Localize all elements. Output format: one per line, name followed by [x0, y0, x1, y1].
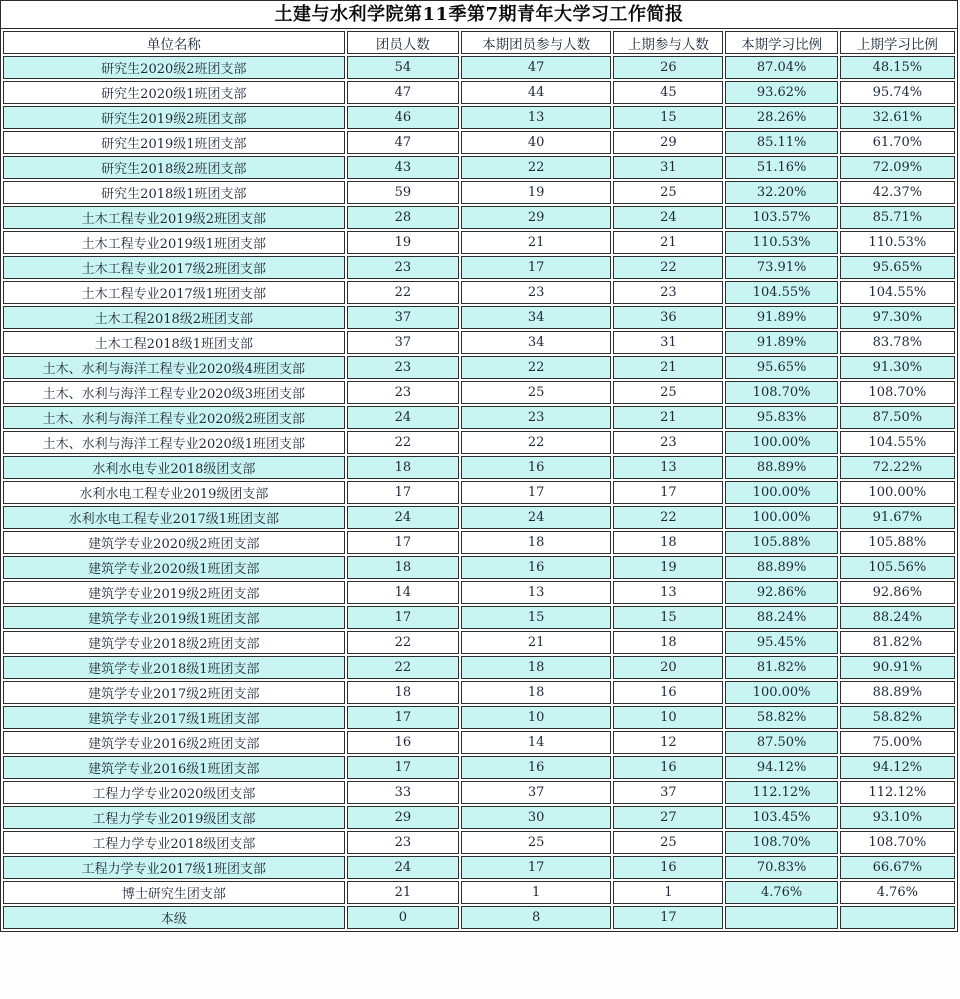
- previous-participants-cell: 22: [613, 256, 723, 279]
- member-count-cell: 14: [347, 581, 459, 604]
- previous-ratio-cell: 110.53%: [840, 231, 955, 254]
- previous-ratio-cell: 104.55%: [840, 431, 955, 454]
- previous-ratio-cell: 91.30%: [840, 356, 955, 379]
- current-ratio-cell: 104.55%: [725, 281, 837, 304]
- current-participants-cell: 1: [461, 881, 611, 904]
- previous-participants-cell: 31: [613, 331, 723, 354]
- unit-name-cell: 建筑学专业2020级1班团支部: [3, 556, 345, 579]
- previous-participants-cell: 16: [613, 856, 723, 879]
- table-row: [3, 581, 955, 604]
- unit-name-cell: 土木工程2018级2班团支部: [3, 306, 345, 329]
- current-ratio-cell: 51.16%: [725, 156, 837, 179]
- previous-participants-cell: 21: [613, 231, 723, 254]
- member-count-cell: 24: [347, 856, 459, 879]
- current-ratio-cell: 100.00%: [725, 506, 837, 529]
- table-row: [3, 406, 955, 429]
- header-current-ratio: 本期学习比例: [725, 31, 837, 54]
- current-participants-cell: 37: [461, 781, 611, 804]
- current-participants-cell: 17: [461, 256, 611, 279]
- current-ratio-cell: 88.89%: [725, 556, 837, 579]
- table-row: [3, 331, 955, 354]
- current-participants-cell: 8: [461, 906, 611, 929]
- previous-ratio-cell: 4.76%: [840, 881, 955, 904]
- current-ratio-cell: 112.12%: [725, 781, 837, 804]
- table-row: [3, 481, 955, 504]
- current-ratio-cell: 73.91%: [725, 256, 837, 279]
- previous-participants-cell: 10: [613, 706, 723, 729]
- table-row: [3, 806, 955, 829]
- current-ratio-cell: 95.83%: [725, 406, 837, 429]
- current-participants-cell: 30: [461, 806, 611, 829]
- current-ratio-cell: 100.00%: [725, 481, 837, 504]
- previous-participants-cell: 25: [613, 381, 723, 404]
- unit-name-cell: 建筑学专业2016级1班团支部: [3, 756, 345, 779]
- current-participants-cell: 10: [461, 706, 611, 729]
- current-ratio-cell: 103.45%: [725, 806, 837, 829]
- member-count-cell: 23: [347, 356, 459, 379]
- unit-name-cell: 研究生2018级1班团支部: [3, 181, 345, 204]
- current-ratio-cell: 95.65%: [725, 356, 837, 379]
- previous-participants-cell: 20: [613, 656, 723, 679]
- unit-name-cell: 工程力学专业2017级1班团支部: [3, 856, 345, 879]
- table-row: [3, 856, 955, 879]
- previous-participants-cell: 25: [613, 181, 723, 204]
- member-count-cell: 59: [347, 181, 459, 204]
- current-participants-cell: 47: [461, 56, 611, 79]
- current-participants-cell: 21: [461, 231, 611, 254]
- previous-ratio-cell: 112.12%: [840, 781, 955, 804]
- member-count-cell: 17: [347, 481, 459, 504]
- current-participants-cell: 13: [461, 581, 611, 604]
- current-participants-cell: 21: [461, 631, 611, 654]
- member-count-cell: 17: [347, 606, 459, 629]
- member-count-cell: 17: [347, 706, 459, 729]
- previous-ratio-cell: 48.15%: [840, 56, 955, 79]
- previous-participants-cell: 29: [613, 131, 723, 154]
- previous-ratio-cell: [840, 906, 955, 929]
- table-row: [3, 381, 955, 404]
- previous-ratio-cell: 104.55%: [840, 281, 955, 304]
- member-count-cell: 17: [347, 756, 459, 779]
- table-row: [3, 56, 955, 79]
- table-row: [3, 456, 955, 479]
- previous-participants-cell: 26: [613, 56, 723, 79]
- table-row: [3, 906, 955, 929]
- unit-name-cell: 建筑学专业2017级2班团支部: [3, 681, 345, 704]
- current-participants-cell: 18: [461, 531, 611, 554]
- previous-ratio-cell: 88.24%: [840, 606, 955, 629]
- member-count-cell: 29: [347, 806, 459, 829]
- unit-name-cell: 建筑学专业2020级2班团支部: [3, 531, 345, 554]
- member-count-cell: 47: [347, 131, 459, 154]
- previous-ratio-cell: 91.67%: [840, 506, 955, 529]
- member-count-cell: 23: [347, 381, 459, 404]
- previous-ratio-cell: 105.56%: [840, 556, 955, 579]
- current-participants-cell: 16: [461, 456, 611, 479]
- current-ratio-cell: 58.82%: [725, 706, 837, 729]
- current-ratio-cell: 108.70%: [725, 381, 837, 404]
- previous-ratio-cell: 72.09%: [840, 156, 955, 179]
- unit-name-cell: 水利水电工程专业2019级团支部: [3, 481, 345, 504]
- unit-name-cell: 建筑学专业2016级2班团支部: [3, 731, 345, 754]
- member-count-cell: 23: [347, 831, 459, 854]
- member-count-cell: 24: [347, 406, 459, 429]
- current-ratio-cell: 87.50%: [725, 731, 837, 754]
- table-row: [3, 506, 955, 529]
- table-row: [3, 81, 955, 104]
- current-participants-cell: 18: [461, 681, 611, 704]
- previous-ratio-cell: 88.89%: [840, 681, 955, 704]
- current-ratio-cell: 92.86%: [725, 581, 837, 604]
- table-row: [3, 356, 955, 379]
- previous-ratio-cell: 42.37%: [840, 181, 955, 204]
- unit-name-cell: 建筑学专业2019级2班团支部: [3, 581, 345, 604]
- previous-participants-cell: 16: [613, 756, 723, 779]
- member-count-cell: 22: [347, 281, 459, 304]
- current-ratio-cell: 108.70%: [725, 831, 837, 854]
- previous-participants-cell: 12: [613, 731, 723, 754]
- current-ratio-cell: 85.11%: [725, 131, 837, 154]
- previous-participants-cell: 13: [613, 581, 723, 604]
- unit-name-cell: 研究生2018级2班团支部: [3, 156, 345, 179]
- previous-participants-cell: 27: [613, 806, 723, 829]
- current-ratio-cell: 28.26%: [725, 106, 837, 129]
- current-ratio-cell: 81.82%: [725, 656, 837, 679]
- current-participants-cell: 14: [461, 731, 611, 754]
- unit-name-cell: 土木工程专业2017级1班团支部: [3, 281, 345, 304]
- table-row: [3, 206, 955, 229]
- current-ratio-cell: 70.83%: [725, 856, 837, 879]
- current-participants-cell: 13: [461, 106, 611, 129]
- member-count-cell: 46: [347, 106, 459, 129]
- member-count-cell: 16: [347, 731, 459, 754]
- previous-ratio-cell: 32.61%: [840, 106, 955, 129]
- unit-name-cell: 建筑学专业2018级1班团支部: [3, 656, 345, 679]
- unit-name-cell: 建筑学专业2017级1班团支部: [3, 706, 345, 729]
- previous-ratio-cell: 87.50%: [840, 406, 955, 429]
- current-ratio-cell: 4.76%: [725, 881, 837, 904]
- current-ratio-cell: 32.20%: [725, 181, 837, 204]
- unit-name-cell: 研究生2020级1班团支部: [3, 81, 345, 104]
- current-participants-cell: 22: [461, 356, 611, 379]
- table-row: [3, 656, 955, 679]
- current-ratio-cell: 95.45%: [725, 631, 837, 654]
- previous-ratio-cell: 105.88%: [840, 531, 955, 554]
- previous-ratio-cell: 108.70%: [840, 381, 955, 404]
- unit-name-cell: 研究生2020级2班团支部: [3, 56, 345, 79]
- previous-participants-cell: 18: [613, 631, 723, 654]
- unit-name-cell: 土木工程专业2019级1班团支部: [3, 231, 345, 254]
- current-ratio-cell: 91.89%: [725, 331, 837, 354]
- member-count-cell: 33: [347, 781, 459, 804]
- table-row: [3, 106, 955, 129]
- table-row: [3, 781, 955, 804]
- previous-participants-cell: 15: [613, 606, 723, 629]
- previous-ratio-cell: 85.71%: [840, 206, 955, 229]
- previous-ratio-cell: 66.67%: [840, 856, 955, 879]
- unit-name-cell: 土木工程2018级1班团支部: [3, 331, 345, 354]
- table-row: [3, 531, 955, 554]
- previous-participants-cell: 19: [613, 556, 723, 579]
- table-row: [3, 831, 955, 854]
- header-member-count: 团员人数: [347, 31, 459, 54]
- table-row: [3, 881, 955, 904]
- current-participants-cell: 40: [461, 131, 611, 154]
- table-row: [3, 556, 955, 579]
- previous-participants-cell: 16: [613, 681, 723, 704]
- previous-participants-cell: 18: [613, 531, 723, 554]
- unit-name-cell: 土木工程专业2017级2班团支部: [3, 256, 345, 279]
- previous-ratio-cell: 94.12%: [840, 756, 955, 779]
- previous-participants-cell: 45: [613, 81, 723, 104]
- unit-name-cell: 研究生2019级1班团支部: [3, 131, 345, 154]
- previous-ratio-cell: 93.10%: [840, 806, 955, 829]
- table-row: [3, 131, 955, 154]
- member-count-cell: 23: [347, 256, 459, 279]
- member-count-cell: 37: [347, 306, 459, 329]
- previous-participants-cell: 24: [613, 206, 723, 229]
- current-ratio-cell: 103.57%: [725, 206, 837, 229]
- table-row: [3, 731, 955, 754]
- previous-participants-cell: 21: [613, 356, 723, 379]
- previous-participants-cell: 23: [613, 431, 723, 454]
- unit-name-cell: 土木、水利与海洋工程专业2020级3班团支部: [3, 381, 345, 404]
- member-count-cell: 54: [347, 56, 459, 79]
- current-ratio-cell: 94.12%: [725, 756, 837, 779]
- table-row: [3, 606, 955, 629]
- current-participants-cell: 19: [461, 181, 611, 204]
- unit-name-cell: 土木、水利与海洋工程专业2020级2班团支部: [3, 406, 345, 429]
- table-row: [3, 431, 955, 454]
- previous-ratio-cell: 61.70%: [840, 131, 955, 154]
- member-count-cell: 0: [347, 906, 459, 929]
- table-row: [3, 256, 955, 279]
- member-count-cell: 37: [347, 331, 459, 354]
- table-row: [3, 631, 955, 654]
- unit-name-cell: 工程力学专业2018级团支部: [3, 831, 345, 854]
- previous-participants-cell: 13: [613, 456, 723, 479]
- unit-name-cell: 水利水电专业2018级团支部: [3, 456, 345, 479]
- current-participants-cell: 16: [461, 556, 611, 579]
- table-row: [3, 231, 955, 254]
- previous-participants-cell: 17: [613, 481, 723, 504]
- previous-participants-cell: 1: [613, 881, 723, 904]
- unit-name-cell: 博士研究生团支部: [3, 881, 345, 904]
- table-row: [3, 281, 955, 304]
- previous-ratio-cell: 90.91%: [840, 656, 955, 679]
- current-ratio-cell: 88.24%: [725, 606, 837, 629]
- unit-name-cell: 工程力学专业2019级团支部: [3, 806, 345, 829]
- table-row: [3, 706, 955, 729]
- header-previous-participants: 上期参与人数: [613, 31, 723, 54]
- current-participants-cell: 44: [461, 81, 611, 104]
- member-count-cell: 18: [347, 456, 459, 479]
- current-participants-cell: 18: [461, 656, 611, 679]
- member-count-cell: 22: [347, 431, 459, 454]
- unit-name-cell: 土木、水利与海洋工程专业2020级1班团支部: [3, 431, 345, 454]
- current-ratio-cell: 100.00%: [725, 431, 837, 454]
- unit-name-cell: 土木、水利与海洋工程专业2020级4班团支部: [3, 356, 345, 379]
- unit-name-cell: 本级: [3, 906, 345, 929]
- current-participants-cell: 16: [461, 756, 611, 779]
- current-ratio-cell: 93.62%: [725, 81, 837, 104]
- current-ratio-cell: 110.53%: [725, 231, 837, 254]
- previous-participants-cell: 36: [613, 306, 723, 329]
- table-row: [3, 306, 955, 329]
- previous-participants-cell: 22: [613, 506, 723, 529]
- previous-participants-cell: 21: [613, 406, 723, 429]
- member-count-cell: 47: [347, 81, 459, 104]
- member-count-cell: 18: [347, 681, 459, 704]
- previous-ratio-cell: 95.74%: [840, 81, 955, 104]
- previous-participants-cell: 17: [613, 906, 723, 929]
- previous-participants-cell: 31: [613, 156, 723, 179]
- member-count-cell: 18: [347, 556, 459, 579]
- current-ratio-cell: 88.89%: [725, 456, 837, 479]
- report-table-body: [3, 56, 955, 929]
- previous-ratio-cell: 95.65%: [840, 256, 955, 279]
- current-participants-cell: 34: [461, 331, 611, 354]
- unit-name-cell: 土木工程专业2019级2班团支部: [3, 206, 345, 229]
- previous-ratio-cell: 100.00%: [840, 481, 955, 504]
- previous-ratio-cell: 83.78%: [840, 331, 955, 354]
- header-row: [3, 31, 955, 54]
- report-table: [1, 29, 957, 931]
- member-count-cell: 22: [347, 631, 459, 654]
- table-row: [3, 181, 955, 204]
- member-count-cell: 19: [347, 231, 459, 254]
- current-participants-cell: 22: [461, 431, 611, 454]
- current-participants-cell: 22: [461, 156, 611, 179]
- current-participants-cell: 23: [461, 406, 611, 429]
- member-count-cell: 17: [347, 531, 459, 554]
- current-participants-cell: 17: [461, 481, 611, 504]
- report-title: 土建与水利学院第11季第7期青年大学习工作简报: [1, 1, 957, 29]
- header-previous-ratio: 上期学习比例: [840, 31, 955, 54]
- previous-ratio-cell: 97.30%: [840, 306, 955, 329]
- unit-name-cell: 工程力学专业2020级团支部: [3, 781, 345, 804]
- current-participants-cell: 34: [461, 306, 611, 329]
- table-row: [3, 156, 955, 179]
- member-count-cell: 43: [347, 156, 459, 179]
- previous-ratio-cell: 75.00%: [840, 731, 955, 754]
- current-ratio-cell: 100.00%: [725, 681, 837, 704]
- member-count-cell: 22: [347, 656, 459, 679]
- table-row: [3, 756, 955, 779]
- previous-ratio-cell: 108.70%: [840, 831, 955, 854]
- current-ratio-cell: [725, 906, 837, 929]
- previous-participants-cell: 37: [613, 781, 723, 804]
- unit-name-cell: 建筑学专业2018级2班团支部: [3, 631, 345, 654]
- current-participants-cell: 25: [461, 831, 611, 854]
- current-ratio-cell: 87.04%: [725, 56, 837, 79]
- current-participants-cell: 29: [461, 206, 611, 229]
- current-participants-cell: 17: [461, 856, 611, 879]
- member-count-cell: 28: [347, 206, 459, 229]
- current-participants-cell: 24: [461, 506, 611, 529]
- current-participants-cell: 23: [461, 281, 611, 304]
- header-unit-name: 单位名称: [3, 31, 345, 54]
- previous-ratio-cell: 92.86%: [840, 581, 955, 604]
- member-count-cell: 24: [347, 506, 459, 529]
- unit-name-cell: 水利水电工程专业2017级1班团支部: [3, 506, 345, 529]
- previous-participants-cell: 15: [613, 106, 723, 129]
- current-participants-cell: 15: [461, 606, 611, 629]
- header-current-participants: 本期团员参与人数: [461, 31, 611, 54]
- current-participants-cell: 25: [461, 381, 611, 404]
- previous-participants-cell: 25: [613, 831, 723, 854]
- previous-ratio-cell: 81.82%: [840, 631, 955, 654]
- previous-participants-cell: 23: [613, 281, 723, 304]
- unit-name-cell: 研究生2019级2班团支部: [3, 106, 345, 129]
- current-ratio-cell: 91.89%: [725, 306, 837, 329]
- unit-name-cell: 建筑学专业2019级1班团支部: [3, 606, 345, 629]
- previous-ratio-cell: 72.22%: [840, 456, 955, 479]
- table-row: [3, 681, 955, 704]
- current-ratio-cell: 105.88%: [725, 531, 837, 554]
- previous-ratio-cell: 58.82%: [840, 706, 955, 729]
- member-count-cell: 21: [347, 881, 459, 904]
